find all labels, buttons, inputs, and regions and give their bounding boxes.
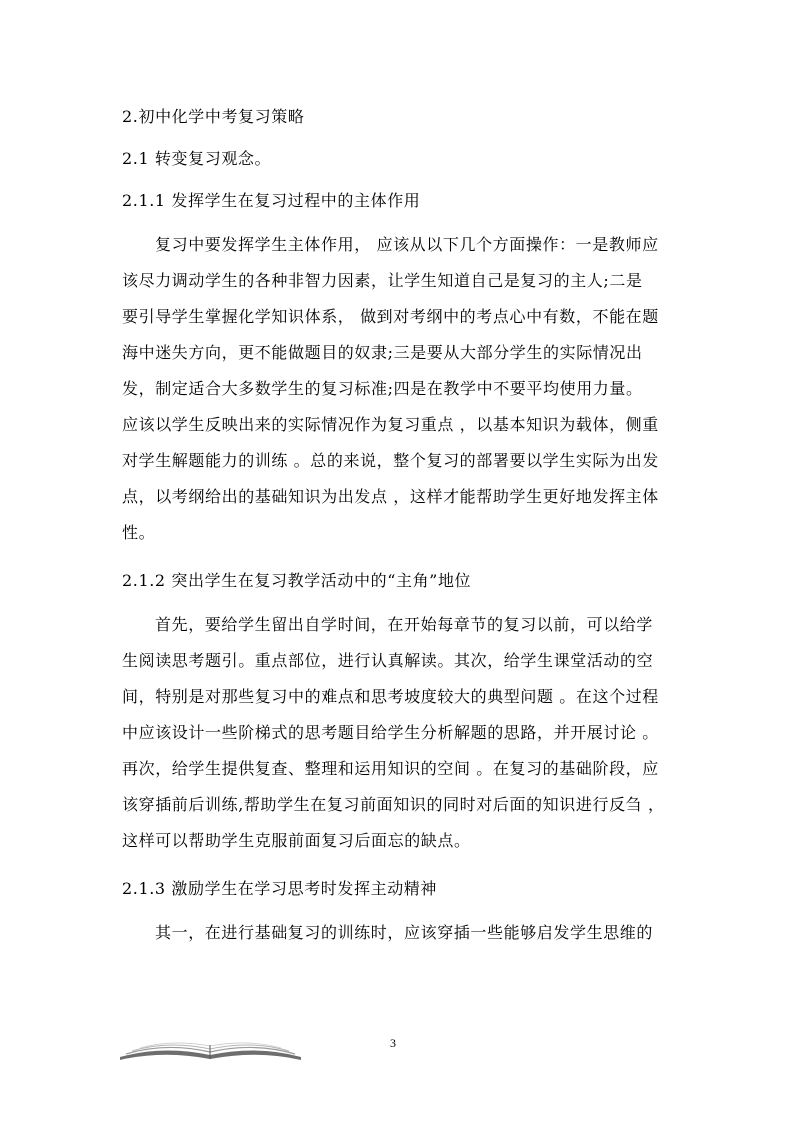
paragraph-line: 间，特别是对那些复习中的难点和思考坡度较大的典型问题 。在这个过程 bbox=[122, 687, 659, 706]
paragraph-line: 再次，给学生提供复查、整理和运用知识的空间 。在复习的基础阶段，应 bbox=[122, 759, 659, 778]
paragraph-line: 这样可以帮助学生克服前面复习后面忘的缺点。 bbox=[122, 831, 471, 850]
paragraph-line: 发，制定适合大多数学生的复习标准;四是在教学中不要平均使用力量。 bbox=[122, 379, 643, 398]
paragraph-line: 要引导学生掌握化学知识体系， 做到对考纲中的考点心中有数，不能在题 bbox=[122, 307, 659, 326]
page-number: 3 bbox=[390, 1036, 396, 1050]
paragraph-line: 点，以考纲给出的基础知识为出发点 ，这样才能帮助学生更好地发挥主体 bbox=[122, 487, 659, 506]
subsubsection-heading: 2.1.2 突出学生在复习教学活动中的“主角”地位 bbox=[122, 571, 472, 590]
subsubsection-heading: 2.1.3 激励学生在学习思考时发挥主动精神 bbox=[122, 879, 437, 898]
paragraph-line: 生阅读思考题引。重点部位，进行认真解读。其次，给学生课堂活动的空 bbox=[122, 651, 654, 670]
subsection-heading: 2.1 转变复习观念。 bbox=[122, 149, 272, 168]
section-heading: 2.初中化学中考复习策略 bbox=[122, 107, 305, 126]
subsubsection-heading: 2.1.1 发挥学生在复习过程中的主体作用 bbox=[122, 191, 421, 210]
paragraph-line: 该穿插前后训练,帮助学生在复习前面知识的同时对后面的知识进行反刍 ， bbox=[122, 795, 665, 814]
open-book-icon bbox=[118, 1037, 303, 1061]
paragraph-line: 海中迷失方向，更不能做题目的奴隶;三是要从大部分学生的实际情况出 bbox=[122, 343, 643, 362]
paragraph-line: 对学生解题能力的训练 。总的来说，整个复习的部署要以学生实际为出发 bbox=[122, 451, 659, 470]
paragraph-line: 其一，在进行基础复习的训练时，应该穿插一些能够启发学生思维的 bbox=[155, 923, 654, 942]
paragraph-line: 应该以学生反映出来的实际情况作为复习重点 ，以基本知识为载体，侧重 bbox=[122, 415, 659, 434]
paragraph-line: 复习中要发挥学生主体作用， 应该从以下几个方面操作：一是教师应 bbox=[155, 235, 659, 254]
paragraph-line: 该尽力调动学生的各种非智力因素，让学生知道自己是复习的主人;二是 bbox=[122, 271, 643, 290]
paragraph-line: 性。 bbox=[122, 523, 156, 542]
paragraph-line: 首先，要给学生留出自学时间，在开始每章节的复习以前，可以给学 bbox=[155, 615, 654, 634]
paragraph-line: 中应该设计一些阶梯式的思考题目给学生分析解题的思路，并开展讨论 。 bbox=[122, 723, 659, 742]
